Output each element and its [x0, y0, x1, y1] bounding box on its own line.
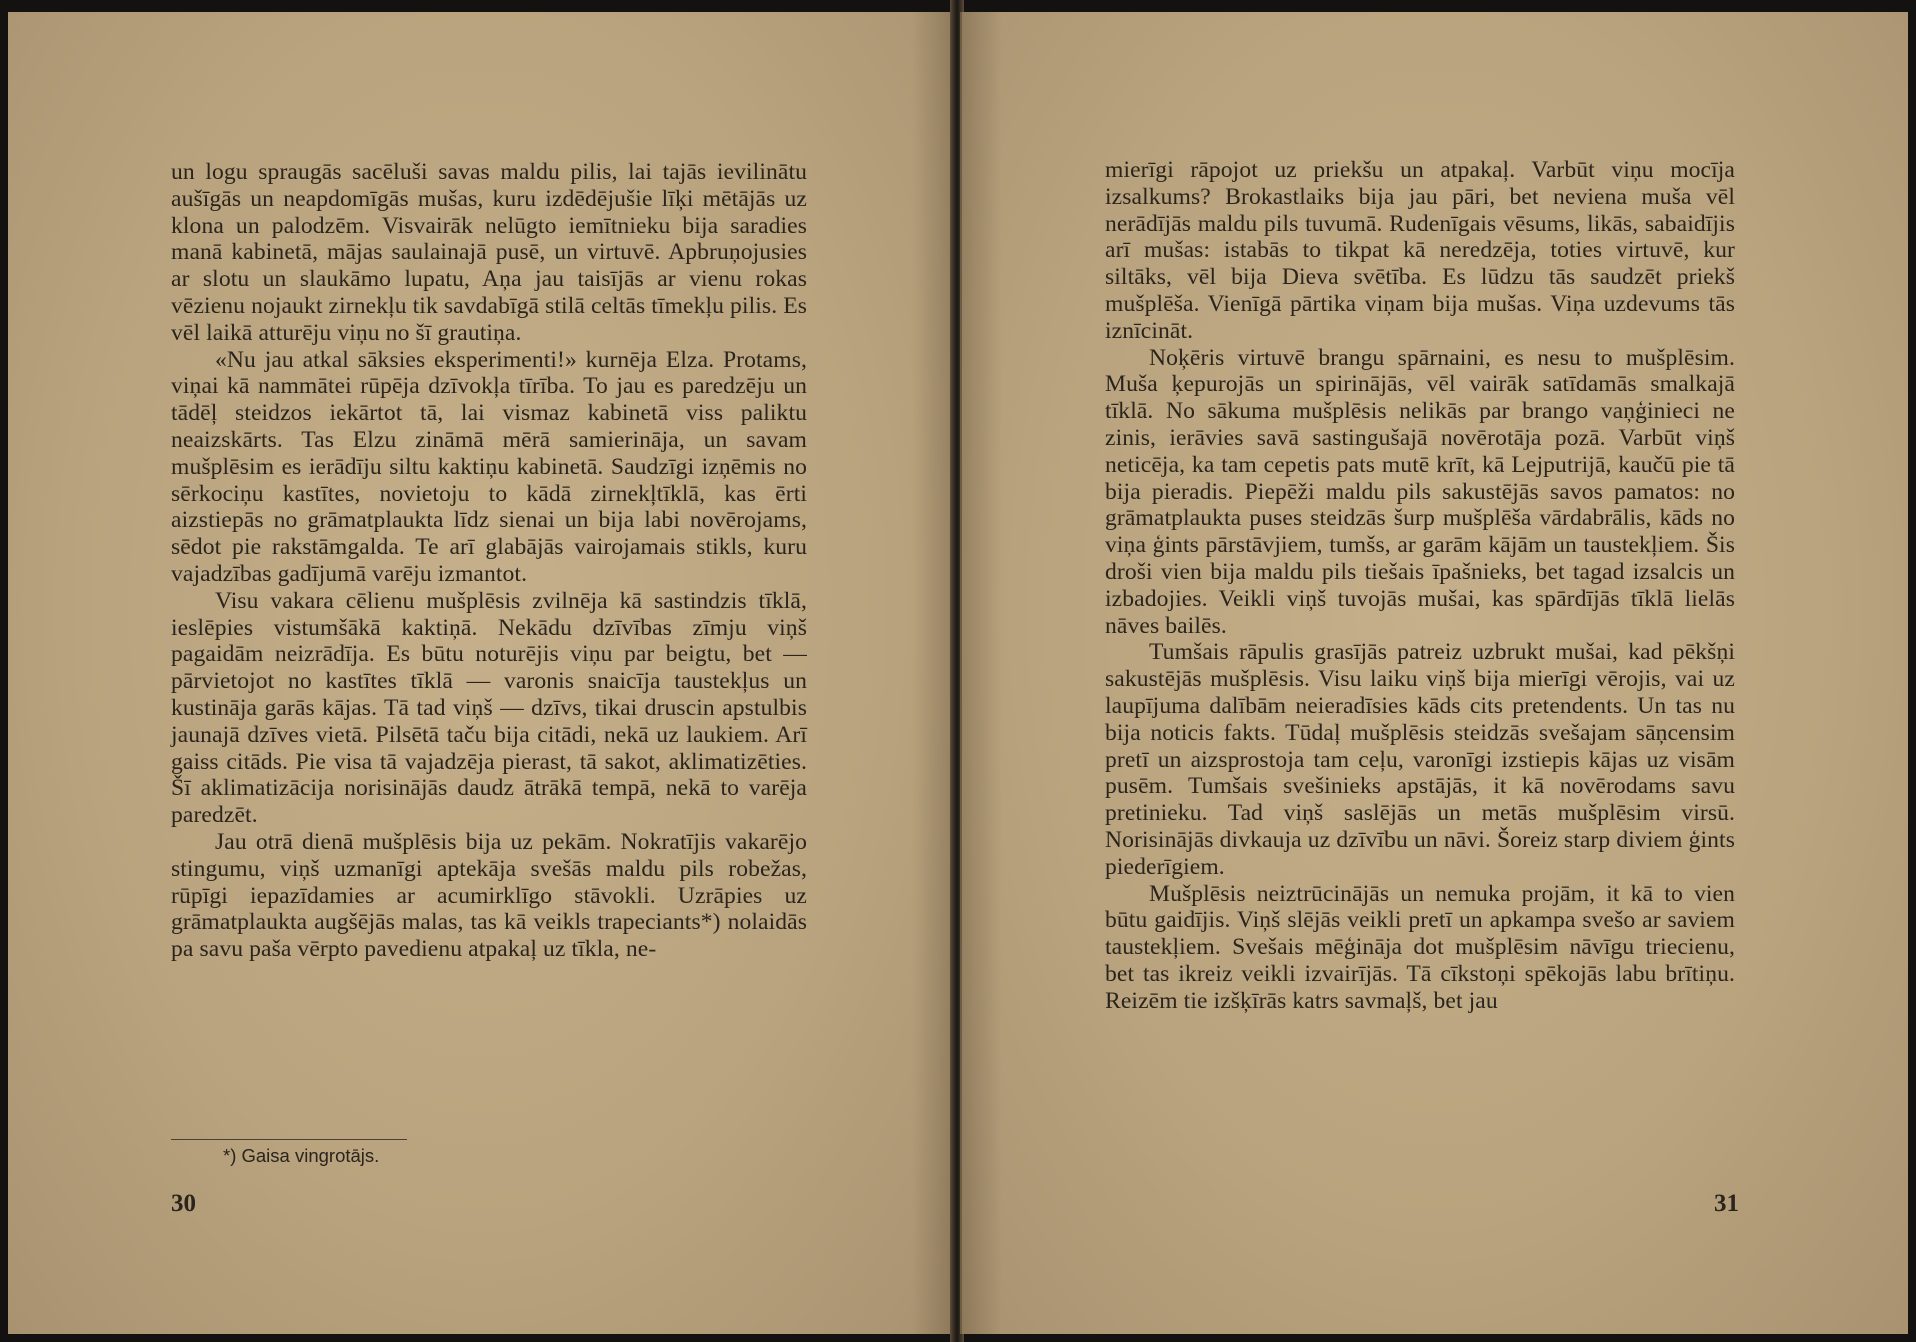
paragraph: Tumšais rāpulis grasījās patreiz uzbrukt mušai, kad pēkšņi sakustējās mušplēsis. Visu laiku viņš bija mierīgi vērojis, vai uz laupījuma dalībām neieradīsies kāds cits pretendents. Un tas nu bija noticis fakts. Tūdaļ mušplēsis steidzās svešajam sāņcensim pretī un aizsprostoja tam ceļu, varonīgi izstiepis kājas uz visām pusēm. Tumšais svešinieks apstājās, it kā novērodams savu pretinieku. Tad viņš saslējās un metās mušplēsim virsū. Norisinājās divkauja uz dzīvību un nāvi. Šoreiz starp diviem ģints piederīgiem. — [1105, 639, 1735, 880]
right-page — [960, 12, 1908, 1334]
paragraph: «Nu jau atkal sāksies eksperimenti!» kurnēja Elza. Protams, viņai kā nammātei rūpēja dzīvokļa tīrība. To jau es paredzēju un tādēļ steidzos iekārtot tā, lai vismaz kabinetā viss paliktu neaizskārts. Tas Elzu zināmā mērā samierināja, un savam mušplēsim es ierādīju siltu kaktiņu kabinetā. Saudzīgi izņēmis no sērkociņu kastītes, novietoju to kādā zirnekļtīklā, kas ērti aizstiepās no grāmatplaukta līdz sienai un bija labi novērojams, sēdot pie rakstāmgalda. Te arī glabājās vairojamais stikls, kuru vajadzības gadījumā varēju izmantot. — [171, 346, 807, 587]
page-shadow — [962, 12, 1002, 1334]
footnote-rule — [171, 1139, 407, 1140]
paragraph: Mušplēsis neiztrūcinājās un nemuka projām, it kā to vien būtu gaidījis. Viņš slējās veikli pretī un apkampa svešo ar saviem taustekļiem. Svešais mēģināja dot mušplēsim nāvīgu triecienu, bet tas ikreiz veikli izvairījās. Tā cīkstoņi spēkojās labu brītiņu. Reizēm tie izšķīrās katrs savmaļš, bet jau — [1105, 880, 1735, 1014]
page-number: 30 — [171, 1190, 196, 1217]
paragraph: mierīgi rāpojot uz priekšu un atpakaļ. Varbūt viņu mocīja izsalkums? Brokastlaiks bija jau pāri, bet neviena muša vēl nerādījās maldu pils tuvumā. Rudenīgais vēsums, likās, sabaidījis arī mušas: istabās to tikpat kā neredzēja, toties virtuvē, kur siltāks, vēl bija Dieva svētība. Es lūdzu tās saudzēt priekš mušplēša. Vienīgā pārtika viņam bija mušas. Viņa uzdevums tās iznīcināt. — [1105, 157, 1735, 344]
paragraph: un logu spraugās sacēluši savas maldu pilis, lai tajās ievilinātu aušīgās un neapdomīgās mušas, kuru izdēdējušie līķi mētājās uz klona un palodzēm. Visvairāk nelūgto iemītnieku bija saradies manā kabinetā, mājas saulainajā pusē, un virtuvē. Apbruņojusies ar slotu un slaukāmo lupatu, Aņa jau taisījās ar vienu rokas vēzienu nojaukt zirnekļu tik savdabīgā stilā celtās tīmekļu pilis. Es vēl laikā atturēju viņu no šī grautiņa. — [171, 159, 807, 346]
page-shadow — [912, 12, 952, 1334]
left-page-text — [171, 159, 807, 963]
paragraph: Jau otrā dienā mušplēsis bija uz pekām. Nokratījis vakarējo stingumu, viņš uzmanīgi aptekāja svešās maldu pils robežas, rūpīgi iepazīdamies ar acumirklīgo stāvokli. Uzrāpies uz grāmatplaukta augšējās malas, tas kā veikls trapeciants*) nolaidās pa savu paša vērpto pavedienu atpakaļ uz tīkla, ne- — [171, 828, 807, 963]
paragraph: Visu vakara cēlienu mušplēsis zvilnēja kā sastindzis tīklā, ieslēpies vistumšākā kaktiņā. Nekādu dzīvības zīmju viņš pagaidām neizrādīja. Es būtu noturējis viņu par beigtu, bet — pārvietojot no kastītes tīklā — varonis snaicīja taustekļus un kustināja garās kājas. Tā tad viņš — dzīvs, tikai druscin apstulbis jaunajā dzīves vietā. Pilsētā taču bija citādi, nekā uz laukiem. Arī gaiss citāds. Pie visa tā vajadzēja pierast, tā sakot, aklimatizēties. Šī aklimatizācija norisinājās daudz ātrākā tempā, nekā to varēja paredzēt. — [171, 587, 807, 829]
page-number: 31 — [1714, 1190, 1739, 1217]
paragraph: Noķēris virtuvē brangu spārnaini, es nesu to mušplēsim. Muša ķepurojās un spirinājās, vēl vairāk satīdamās smalkajā tīklā. No sākuma mušplēsis nelikās par brango vaņģinieci ne zinis, ierāvies savā sastingušajā novērotāja pozā. Varbūt viņš neticēja, ka tam cepetis pats mutē krīt, kā Lejputrijā, kaučū pie tā bija pieradis. Piepēži maldu pils sakustējās savos pamatos: no grāmatplaukta puses steidzās šurp mušplēša vārdabrālis, kāds no viņa ģints pārstāvjiem, tumšs, ar garām kājām un taustekļiem. Šis droši vien bija maldu pils tiešais īpašnieks, bet tagad izsalcis un izbadojies. Veikli viņš tuvojās mušai, kas spārdījās tīklā lielās nāves bailēs. — [1105, 344, 1735, 639]
left-page — [8, 12, 954, 1334]
footnote: *) Gaisa vingrotājs. — [223, 1145, 380, 1166]
right-page-text — [1105, 157, 1735, 1015]
